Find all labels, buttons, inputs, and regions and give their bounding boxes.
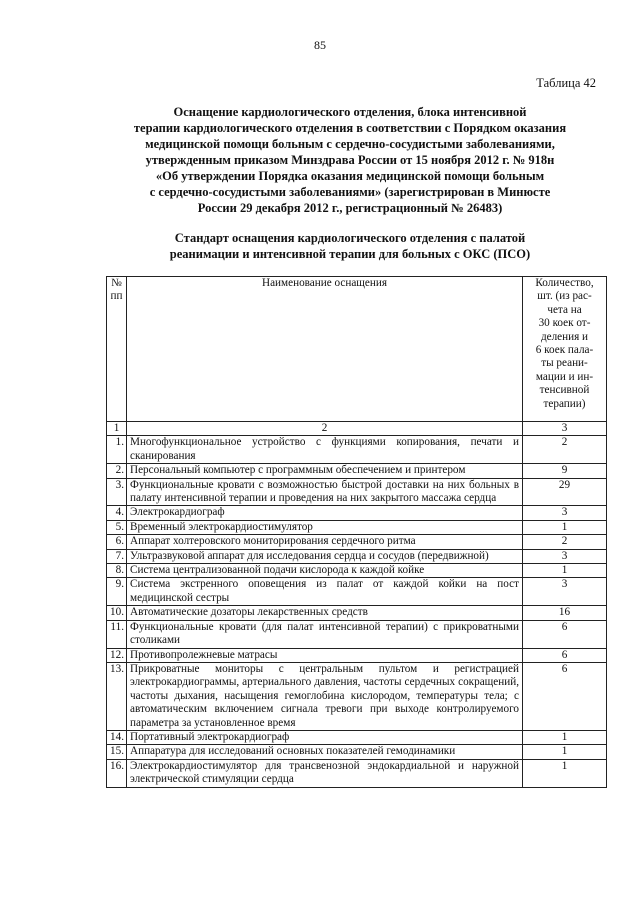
header-quantity-line: чета на (547, 303, 582, 316)
row-equipment-name: Система экстренного оповещения из палат от каждой койки на пост медицинской сестры (127, 578, 523, 606)
row-number: 3. (107, 478, 127, 506)
row-equipment-name: Многофункциональное устройство с функциями копирования, печати и сканирования (127, 436, 523, 464)
equipment-table (106, 276, 607, 788)
header-quantity-line: деления и (540, 330, 589, 343)
table-row (107, 478, 607, 506)
header-quantity-line: 6 коек пала- (535, 344, 594, 357)
table-row (107, 606, 607, 620)
main-title-line: с сердечно-сосудистыми заболеваниями» (зарегистрирован в Минюсте (149, 185, 551, 199)
main-title (100, 104, 600, 216)
row-number: 2. (107, 464, 127, 478)
row-equipment-name: Аппаратура для исследований основных показателей гемодинамики (127, 745, 523, 759)
main-title-line: России 29 декабря 2012 г., регистрационный № 26483) (197, 201, 503, 215)
row-quantity: 9 (523, 464, 607, 478)
row-equipment-name: Портативный электрокардиограф (127, 730, 523, 744)
row-number: 14. (107, 730, 127, 744)
row-equipment-name: Противопролежневые матрасы (127, 648, 523, 662)
row-number: 9. (107, 578, 127, 606)
row-quantity: 3 (523, 578, 607, 606)
row-equipment-name: Функциональные кровати с возможностью быстрой доставки на них больных в палату интенсивной терапии и проведения на них закрытого массажа сердца (127, 478, 523, 506)
row-quantity: 3 (523, 549, 607, 563)
row-equipment-name: Автоматические дозаторы лекарственных средств (127, 606, 523, 620)
header-quantity-line: ты реани- (541, 357, 588, 370)
row-equipment-name: Система централизованной подачи кислорода к каждой койке (127, 564, 523, 578)
header-quantity-line: тенсивной (539, 384, 590, 397)
row-number: 8. (107, 564, 127, 578)
sub-title-line: Стандарт оснащения кардиологического отделения с палатой (174, 231, 526, 245)
table-header-row (107, 277, 607, 422)
row-number: 11. (107, 620, 127, 648)
table-row (107, 578, 607, 606)
main-title-line: «Об утверждении Порядка оказания медицинской помощи больным (155, 169, 545, 183)
header-number (107, 277, 127, 422)
header-number-line: пп (110, 290, 123, 303)
table-row (107, 464, 607, 478)
row-quantity: 1 (523, 759, 607, 787)
header-quantity-line: Количество, (535, 277, 594, 289)
header-quantity-line: шт. (из рас- (537, 290, 592, 303)
column-index: 2 (127, 422, 523, 436)
header-name: Наименование оснащения (127, 277, 523, 422)
table-row (107, 549, 607, 563)
header-quantity-line: терапии) (543, 397, 586, 410)
table-row (107, 506, 607, 520)
table-row (107, 759, 607, 787)
table-row (107, 620, 607, 648)
row-quantity: 29 (523, 478, 607, 506)
row-equipment-name: Временный электрокардиостимулятор (127, 520, 523, 534)
column-index-row (107, 422, 607, 436)
row-equipment-name: Ультразвуковой аппарат для исследования сердца и сосудов (передвижной) (127, 549, 523, 563)
row-number: 6. (107, 535, 127, 549)
main-title-line: Оснащение кардиологического отделения, блока интенсивной (173, 105, 527, 119)
header-quantity-line: 30 коек от- (538, 317, 591, 330)
header-quantity (523, 277, 607, 422)
row-equipment-name: Аппарат холтеровского мониторирования сердечного ритма (127, 535, 523, 549)
row-quantity: 1 (523, 564, 607, 578)
table-row (107, 436, 607, 464)
row-number: 15. (107, 745, 127, 759)
sub-title (120, 230, 580, 262)
row-quantity: 6 (523, 662, 607, 730)
row-quantity: 16 (523, 606, 607, 620)
row-quantity: 2 (523, 535, 607, 549)
row-equipment-name: Функциональные кровати (для палат интенсивной терапии) с прикроватными столиками (127, 620, 523, 648)
main-title-line: утвержденным приказом Минздрава России от 15 ноября 2012 г. № 918н (145, 153, 555, 167)
row-quantity: 6 (523, 648, 607, 662)
row-equipment-name: Электрокардиостимулятор для трансвенозной эндокардиальной и наружной электрической стимуляции сердца (127, 759, 523, 787)
row-equipment-name: Прикроватные мониторы с центральным пультом и регистрацией электрокардиограммы, артериального давления, частоты сердечных сокращений, частоты дыхания, насыщения гемоглобина кислородом, температуры тела; с автоматическим включением сигнала тревоги при выходе контролируемого параметра за установленное время (127, 662, 523, 730)
table-row (107, 520, 607, 534)
header-quantity-line: мации и ин- (535, 370, 594, 383)
column-index: 3 (523, 422, 607, 436)
table-row (107, 730, 607, 744)
row-quantity: 6 (523, 620, 607, 648)
row-quantity: 3 (523, 506, 607, 520)
row-quantity: 1 (523, 520, 607, 534)
row-number: 13. (107, 662, 127, 730)
row-quantity: 1 (523, 745, 607, 759)
table-row (107, 535, 607, 549)
main-title-line: медицинской помощи больным с сердечно-сосудистыми заболеваниями, (145, 137, 555, 151)
row-number: 10. (107, 606, 127, 620)
table-row (107, 662, 607, 730)
row-quantity: 1 (523, 730, 607, 744)
row-equipment-name: Электрокардиограф (127, 506, 523, 520)
row-number: 5. (107, 520, 127, 534)
row-equipment-name: Персональный компьютер с программным обеспечением и принтером (127, 464, 523, 478)
row-number: 16. (107, 759, 127, 787)
row-number: 12. (107, 648, 127, 662)
sub-title-line: реанимации и интенсивной терапии для больных с ОКС (ПСО) (169, 247, 531, 261)
table-label: Таблица 42 (536, 76, 596, 90)
main-title-line: терапии кардиологического отделения в соответствии с Порядком оказания (133, 121, 567, 135)
header-number-line: № (111, 277, 122, 289)
row-quantity: 2 (523, 436, 607, 464)
column-index: 1 (107, 422, 127, 436)
row-number: 1. (107, 436, 127, 464)
row-number: 7. (107, 549, 127, 563)
row-number: 4. (107, 506, 127, 520)
table-row (107, 648, 607, 662)
table-row (107, 745, 607, 759)
table-row (107, 564, 607, 578)
page-number: 85 (314, 38, 326, 52)
